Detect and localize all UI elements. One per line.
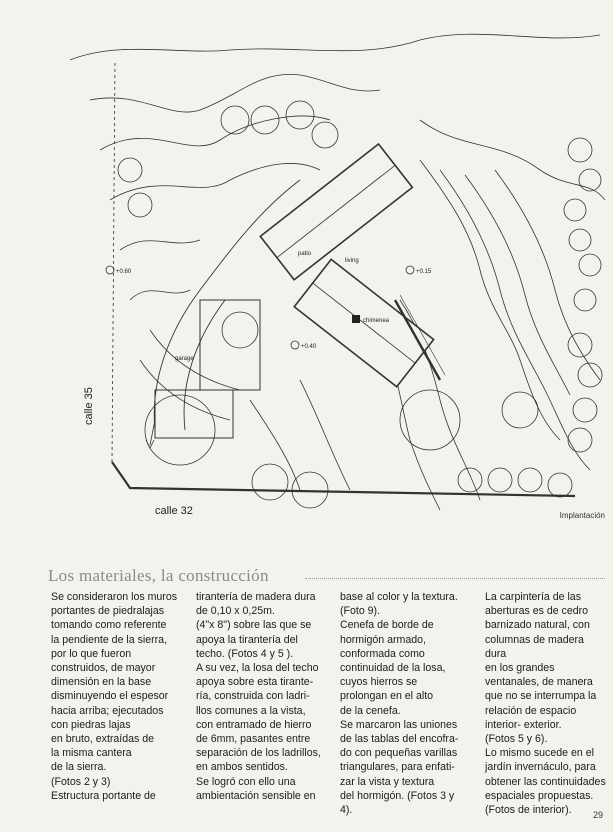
text-line: continuidad de la losa,: [340, 662, 446, 675]
text-line: la misma cantera: [51, 747, 132, 760]
text-line: apoya la tirantería del: [196, 633, 298, 646]
text-line: portantes de piedralajas: [51, 605, 165, 618]
text-line: Se logró con ello una: [196, 775, 296, 788]
text-column-3: [340, 590, 468, 817]
text-line: triangulares, para enfati-: [340, 761, 455, 774]
figure-caption: Implantación: [559, 511, 605, 520]
text-line: llos comunes a la vista,: [196, 704, 306, 717]
text-line: do con pequeñas varillas: [340, 747, 458, 760]
text-column-4: [485, 590, 607, 817]
text-line: con entramado de hierro: [196, 718, 312, 731]
text-line: por lo que fueron: [51, 647, 132, 660]
text-line: con piedras lajas: [51, 718, 131, 731]
text-line: columnas de madera dura: [485, 633, 584, 660]
street-label-left: calle 35: [83, 387, 95, 425]
room-label: patio: [298, 251, 312, 257]
page-number: 29: [592, 810, 603, 820]
text-line: Lo mismo sucede en el: [485, 747, 594, 760]
text-line: ambientación sensible en: [196, 789, 316, 802]
level-label: +0.60: [116, 269, 132, 275]
text-line: la pendiente de la sierra,: [51, 633, 168, 646]
text-line: de las tablas del encofra-: [340, 733, 459, 746]
text-line: base al color y la textura.: [340, 591, 458, 603]
text-line: prolongan en el alto: [340, 690, 434, 703]
text-line: del hormigón. (Fotos 3 y 4).: [340, 789, 455, 817]
room-label: living: [345, 258, 359, 264]
text-line: ría, construida con ladri-: [196, 690, 310, 703]
text-line: apoya sobre esta tirante-: [196, 676, 314, 689]
text-line: relación de espacio: [485, 704, 577, 717]
text-line: tirantería de madera dura: [196, 591, 316, 603]
text-line: dimensión en la base: [51, 676, 152, 689]
text-line: A su vez, la losa del techo: [196, 662, 319, 675]
text-line: cuyos hierros se: [340, 676, 418, 689]
text-line: separación de los ladrillos,: [196, 747, 321, 760]
text-line: La carpintería de las: [485, 591, 581, 603]
text-line: conformada como: [340, 647, 425, 660]
text-line: tomando como referente: [51, 619, 167, 632]
text-line: Cenefa de borde de: [340, 619, 434, 632]
text-line: (Fotos 2 y 3): [51, 775, 111, 788]
text-line: de la cenefa.: [340, 704, 401, 717]
text-line: que no se interrumpa la: [485, 690, 597, 703]
text-line: Se consideraron los muros: [51, 591, 178, 603]
text-line: en ambos sentidos.: [196, 761, 288, 774]
text-line: de 0,10 x 0,25m.: [196, 605, 275, 618]
text-line: espaciales propuestas.: [485, 789, 594, 802]
text-column-2: [196, 590, 324, 803]
street-label-bottom: calle 32: [155, 505, 193, 517]
text-column-1: [51, 590, 191, 803]
text-line: obtener las continuidades: [485, 775, 606, 788]
level-label: +0.40: [301, 344, 317, 350]
text-line: hacia arriba; ejecutados: [51, 704, 164, 717]
title-rule: [305, 578, 605, 579]
text-line: (Foto 9).: [340, 605, 381, 618]
text-line: de la sierra.: [51, 761, 107, 774]
text-line: (Fotos 5 y 6).: [485, 733, 548, 746]
text-line: (4"x 8") sobre las que se: [196, 619, 312, 632]
text-line: en los grandes: [485, 662, 555, 675]
room-label: garage: [175, 356, 194, 362]
text-line: en bruto, extraídas de: [51, 733, 155, 746]
text-line: jardín invernáculo, para: [485, 761, 596, 774]
text-line: Se marcaron las uniones: [340, 718, 458, 731]
text-line: de 6mm, pasantes entre: [196, 733, 311, 746]
text-line: barnizado natural, con: [485, 619, 590, 632]
text-line: Estructura portante de: [51, 789, 156, 802]
text-line: (Fotos de interior).: [485, 804, 572, 817]
level-label: +0.15: [416, 269, 432, 275]
text-line: construidos, de mayor: [51, 662, 156, 675]
text-line: hormigón armado,: [340, 633, 426, 646]
text-line: aberturas es de cedro: [485, 605, 589, 618]
text-line: ventanales, de manera: [485, 676, 593, 689]
section-title: Los materiales, la construcción: [48, 566, 269, 585]
room-label: chimenea: [363, 318, 390, 324]
text-line: techo. (Fotos 4 y 5 ).: [196, 647, 294, 660]
text-line: zar la vista y textura: [340, 775, 435, 788]
text-line: interior- exterior.: [485, 718, 562, 731]
text-line: disminuyendo el espesor: [51, 690, 169, 703]
